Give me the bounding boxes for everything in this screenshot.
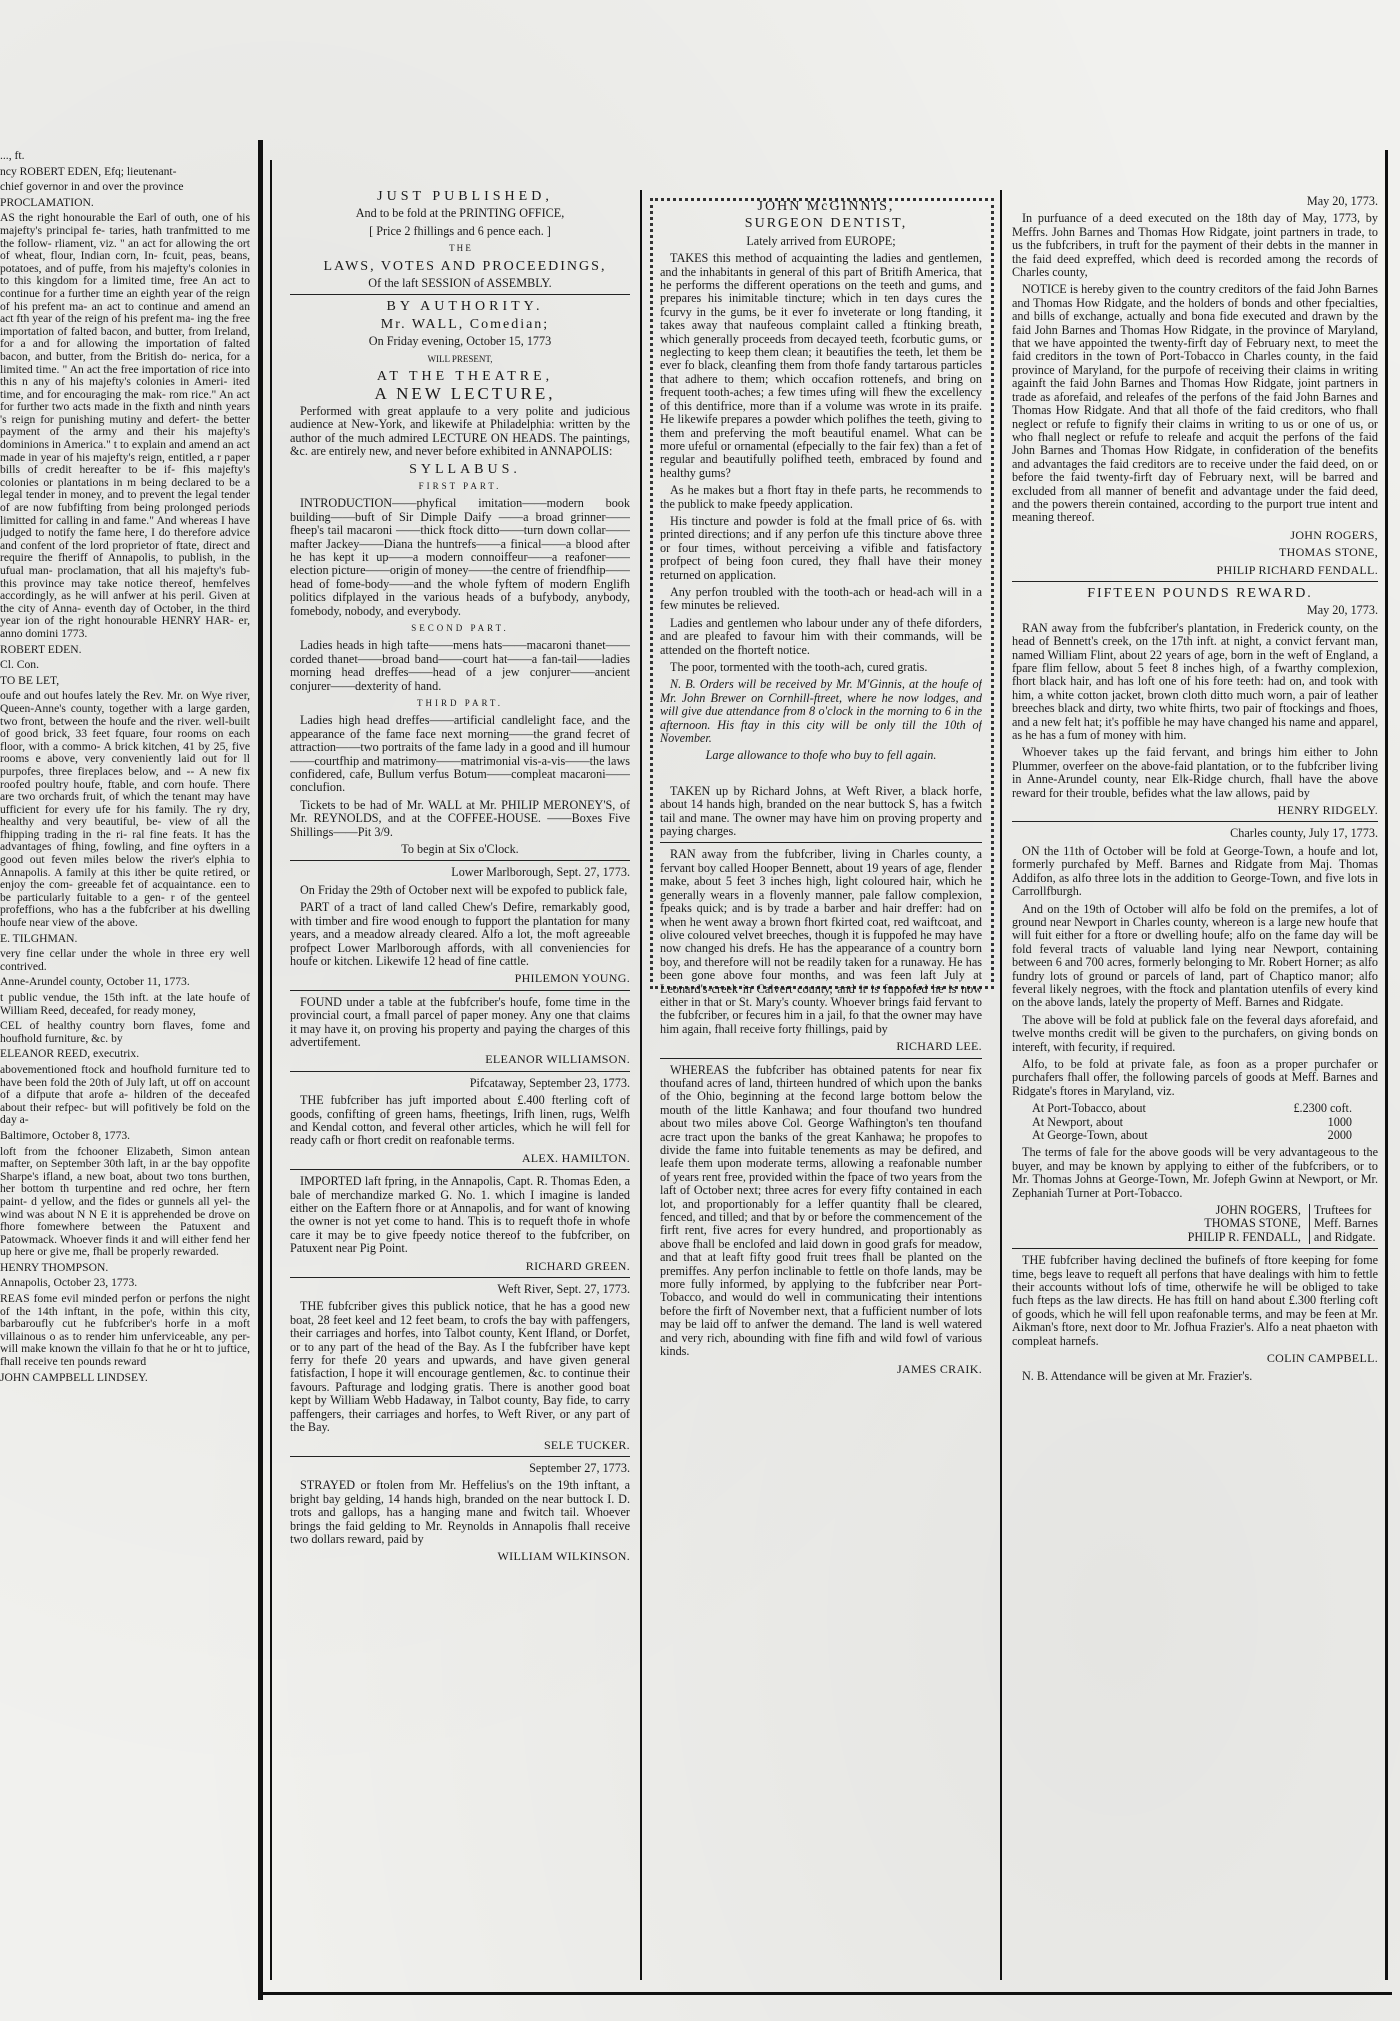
left-column-text [0, 150, 250, 1384]
left-column-line: HENRY THOMPSON. [0, 1260, 109, 1274]
signature-william-wilkinson: WILLIAM WILKINSON. [497, 1549, 630, 1564]
signature-alex-hamilton: ALEX. HAMILTON. [521, 1150, 630, 1165]
left-column-line: ncy ROBERT EDEN, Efq; lieutenant- [0, 164, 177, 178]
whoever-notice: Whoever takes up the faid fervant, and brings him either to John Plummer, overfeer on the above-faid plantation, or to the fubfcriber living in Anne-Arundel county, near Elk-Ridge church, fhall have the above reward for their trouble, befides what the law allows, paid by [1012, 745, 1378, 800]
first-part-heading: FIRST PART. [418, 480, 502, 491]
border-rule-right [1385, 150, 1388, 1980]
goods-value: £.2300 coft. [1293, 1101, 1352, 1116]
left-column-line: CEL of healthy country born flaves, fome and houfhold furniture, &c. by [0, 1019, 250, 1045]
creditors-notice: NOTICE is hereby given to the country creditors of the faid John Barnes and Thomas How Ridgate, and the holders of bonds and other fpecialties, and bills of exchange, actually and bona fide executed and drawn by the faid John Barnes and Thomas How Ridgate, in the province of Maryland, that we have appointed the twenty-firft day of February next, to meet the faid creditors in the town of Port-Tobacco in Charles county, in the faid province of Maryland, for the purpofe of receiving their claims in writing againft the faid John Barnes and Thomas How Ridgate, joint partners in trade as aforefaid, and releafes of the perfons of the faid John Barnes and Thomas How Ridgate. And that all thofe of the faid creditors, who fhall neglect or refufe to fignify their claims in writing to us or one of us, or who fhall neglect or refufe to releafe and acquit the perfons of the faid John Barnes and Thomas How Ridgate, in confideration of the benefits and advantages the faid creditors are to receive under the faid deed, on or before the faid twenty-firft day of February next, will be barred and excluded from all manner of benefit and advantage under the faid deed, and the powers therein contained, according to the purport true intent and meaning thereof. [1012, 282, 1378, 525]
ohio-lands-notice: WHEREAS the fubfcriber has obtained patents for near fix thoufand acres of land, thirteen hundred of which upon the banks of the Ohio, beginning at the fecond large bottom below the mouth of the little Kanhawa; and four thoufand two hundred about two miles above Col. George Wafhington's ten thoufand acre tract upon the banks of the great Kanhawa; he propofes to divide the fame into fuitable tenements as may be defired, and leafe them upon moderate terms, allowing a reafonable number of years rent free, provided within the fpace of two years from the laft of October next; three acres for every fifty contained in each lot, and proportionably for a leffer quantity fhall be cleared, fenced, and tilled; and that by or before the commencement of the firft rent, five acres for every hundred, and proportionably as above fhall be enclofed and laid down in good grafs for meadow, and that at leaft fifty good fruit trees fhall be planted on the premiffes. Any perfon inclinable to fettle on thofe lands, may be more fully informed, by applying to the fubfcriber near Port-Tobacco, and would do well in communicating their intentions before the firft of November next, that a fufficient number of lots may be laid off to anfwer the demand. The land is well watered and very rich, abounding with fine fifh and wild fowl of various kinds. [660, 1062, 982, 1359]
may20-dateline-2: May 20, 1773. [1306, 603, 1378, 618]
divider [290, 1169, 630, 1170]
left-column-line: abovementioned ftock and houfhold furniture ted to have been fold the 20th of July laft, ut off on account of a difpute that arofe a- hildren of the deceafed about their refpec- but will pofitively be fold on the day a- [0, 1062, 250, 1127]
third-part-heading: THIRD PART. [417, 698, 503, 708]
divider [1012, 821, 1378, 822]
goods-place: At Newport, about [1032, 1114, 1124, 1129]
divider [290, 860, 630, 861]
dentist-allowance: Large allowance to thofe who buy to fell again. [705, 748, 937, 763]
may20-dateline: May 20, 1773. [1306, 195, 1378, 208]
just-published-heading: JUST PUBLISHED, [377, 190, 553, 204]
signature-john-rogers: JOHN ROGERS, [1290, 527, 1378, 542]
left-column-line: ..., ft. [0, 150, 25, 162]
goods-table [1032, 1102, 1352, 1142]
column-rule-2 [1000, 190, 1002, 1980]
dentist-arrived: Lately arrived from EUROPE; [746, 233, 896, 248]
left-column-line: Anne-Arundel county, October 11, 1773. [0, 975, 190, 989]
deed-notice: In purfuance of a deed executed on the 18th day of May, 1773, by Meffrs. John Barnes and Thomas How Ridgate, joint partners in trade, to us the fubfcribers, in truft for the payment of their debts in the manner in the faid deed expreffed, which deed is recorded among the records of Charles county, [1012, 211, 1378, 280]
trustees-block [1012, 1204, 1378, 1244]
dentist-body-5: Ladies and gentlemen who labour under any of thefe diforders, and are pleafed to favour him with their commands, will be attended on the fhorteft notice. [660, 615, 982, 657]
goods-value: 1000 [1327, 1114, 1352, 1129]
trustee-note: Truftees for [1313, 1203, 1372, 1218]
lecture-heading: A NEW LECTURE, [374, 384, 556, 404]
boat-notice: THE fubfcriber gives this publick notice, that he has a good new boat, 28 feet keel and 12 feet beam, to crofs the bay with paffengers, their carriages and horfes, into Talbot county, Kent Ifland, or Dorfet, or to any part of the head of the Bay. As I the fubfcriber have kept ferry for thefe 20 years and upwards, and have given general fatisfaction, I hope it will encourage gentlemen, &c. to continue their favours. Pafturage and lodging gratis. There is another good boat kept by William Webb Hadaway, in Talbot county, Bay fide, to carry paffengers, their carriages and horfes, to Weft River, or any part of the Bay. [290, 1299, 630, 1435]
divider [290, 1071, 630, 1072]
border-rule-left [270, 160, 272, 1980]
signature-philip-fendall: PHILIP RICHARD FENDALL. [1216, 562, 1378, 577]
gutter-rule-left [258, 140, 263, 2000]
newport-sale: And on the 19th of October will alfo be fold on the premifes, a lot of ground near Newport in Charles county, whereon is a large new houfe that will fuit either for a ftore or dwelling houfe; alfo on the fame day will be fold feveral tracts of valuable land lying near Newport, containing between 6 and 700 acres, formerly belonging to Mr. Robert Horner; as alfo fundry lots of ground or parcels of land, part of Chaptico manor; alfo feveral likely negroes, with the ftock and plantation utenfils of every kind on the above lands, lately the property of Meff. Barnes and Ridgate. [1012, 901, 1378, 1010]
left-column-line: Baltimore, October 8, 1773. [0, 1128, 131, 1142]
theatre-heading: AT THE THEATRE, [376, 369, 554, 385]
georgetown-sale: ON the 11th of October will be fold at George-Town, a houfe and lot, formerly purchafed by Meff. Barnes and Ridgate from Maj. Thomas Addifon, as alfo three lots in the addition to George-Town, and five lots in Carrollfburgh. [1012, 843, 1378, 899]
left-column-line: chief governor in and over the province [0, 180, 184, 194]
laws-heading: LAWS, VOTES AND PROCEEDINGS, [323, 258, 607, 274]
signature-james-craik: JAMES CRAIK. [897, 1361, 982, 1376]
west-river-dateline: Weft River, Sept. 27, 1773. [497, 1282, 630, 1297]
private-sale: Alfo, to be fold at private fale, as foon as a proper purchafer or purchafers fhall offer, the following parcels of goods at Meff. Barnes and Ridgate's ftores in Maryland, viz. [1012, 1056, 1378, 1098]
found-notice: FOUND under a table at the fubfcriber's houfe, fome time in the provincial court, a fmall parcel of paper money. Any one that claims it may have it, on proving his property and paying the charges of this advertifement. [290, 994, 630, 1049]
column-rule-1 [640, 190, 642, 1980]
column-1 [290, 190, 630, 1990]
sold-at-line: And to be fold at the PRINTING OFFICE, [355, 206, 565, 221]
wall-heading: Mr. WALL, Comedian; [380, 316, 550, 332]
terms-notice: The terms of fale for the above goods will be very advantageous to the buyer, and may be known by applying to either of the fubfcribers, or to Mr. Thomas Johns at George-Town, Mr. Jofeph Gwinn at Newport, or Mr. Zephaniah Turner at Port-Tobacco. [1012, 1145, 1378, 1200]
second-part-heading: SECOND PART. [411, 622, 509, 633]
left-column-line: t public vendue, the 15th inft. at the late houfe of William Reed, deceafed, for ready money, [0, 991, 250, 1017]
dentist-body-2: As he makes but a fhort ftay in thefe parts, he recommends to the publick to make fpeedy application. [660, 483, 982, 511]
friday-line: On Friday evening, October 15, 1773 [368, 334, 552, 349]
goods-row [1032, 1102, 1352, 1115]
the-line: T H E [449, 243, 471, 254]
third-part-body: Ladies high head dreffes——artificial candlelight face, and the appearance of the fame face next morning——the grand fecret of attraction——two portraits of the fame lady in a good and ill humour——courtfhip and matrimony——matrimonial vis-a-vis——the laws confidered, cafe, Bullum verfus Botum——compleat macaroni——conclufion. [290, 713, 630, 795]
goods-place: At George-Town, about [1032, 1128, 1148, 1142]
will-present-line: WILL PRESENT, [427, 353, 493, 364]
imported-notice: THE fubfcriber has juft imported about £.400 fterling coft of goods, confifting of green hams, fheetings, Irifh linen, rugs, Welfh and Kendal cotton, and feveral other articles, which he will fell for ready cafh or fhort credit on reafonable terms. [290, 1093, 630, 1148]
second-part-body: Ladies heads in high tafte——mens hats——macaroni thanet——corded thanet——broad band——court hat——a fan-tail——ladies morning head dreffes——head of a jew conjurer——ancient conjurer——dexterity of hand. [290, 638, 630, 693]
store-keeping-notice: THE fubfcriber having declined the bufinefs of ftore keeping for fome time, begs leave to requeft all perfons that have dealings with him to fettle their accounts without lofs of time, otherwife he will be obliged to take fuch fteps as the law directs. He has ftill on hand about £.300 fterling coft of goods, which he will fell upon reafonable terms, and may be feen at Mr. Aikman's ftore, next door to Mr. Jofhua Frazier's. Alfo a neat phaeton with compleat harnefs. [1012, 1253, 1378, 1348]
left-column [0, 150, 250, 1980]
divider [290, 1456, 630, 1457]
taken-up-notice: TAKEN up by Richard Johns, at Weft River, a black horfe, about 14 hands high, branded on the near buttock S, has a fwitch tail and mane. The owner may have him on proving property and paying charges. [660, 783, 982, 839]
goods-row [1032, 1116, 1352, 1129]
goods-row [1032, 1129, 1352, 1142]
dentist-nb: N. B. Orders will be received by Mr. M'Ginnis, at the houfe of Mr. John Brewer on Cornhill-ftreet, where he now lodges, and will give due attendance from 8 o'clock in the morning to 6 in the afternoon. His ftay in this city will be only till the 10th of November. [660, 677, 982, 746]
authority-heading: BY AUTHORITY. [386, 299, 544, 315]
goods-place: At Port-Tobacco, about [1032, 1101, 1146, 1116]
dentist-body-3: His tincture and powder is fold at the fmall price of 6s. with printed directions; and if any perfon ufe this tincture above three or four times, without perceiving a vifible and fatisfactory profpect of being foon cured, they fhall have their money returned on application. [660, 513, 982, 582]
left-column-line: ELEANOR REED, executrix. [0, 1047, 140, 1061]
signature-sele-tucker: SELE TUCKER. [543, 1437, 630, 1452]
left-column-line: Cl. Con. [0, 658, 39, 672]
left-column-line: REAS fome evil minded perfon or perfons the night of the 14th inftant, in the pofe, within this city, barbaroufly cut he fubfcriber's horfe in a moft villainous o as to render him unferviceable, any per- will make known the villain fo that he or ht to juftice, fhall receive ten pounds reward [0, 1292, 250, 1369]
dentist-title: SURGEON DENTIST, [744, 216, 908, 232]
left-column-line: ROBERT EDEN. [0, 642, 82, 656]
imported-bale-notice: IMPORTED laft fpring, in the Annapolis, Capt. R. Thomas Eden, a bale of merchandize marked G. No. 1. which I imagine is landed either on the Eaftern fhore or at Annapolis, and for want of knowing the owner is not yet come to hand. This is to requeft thofe in whofe care it may be to give fpeedy notice thereof to the fubfcriber, on Patuxent near Pig Point. [290, 1174, 630, 1256]
sept27-dateline: September 27, 1773. [529, 1460, 630, 1475]
syllabus-heading: SYLLABUS. [409, 461, 521, 477]
dentist-body-6: The poor, tormented with the tooth-ach, cured gratis. [670, 660, 928, 674]
column-2 [660, 200, 982, 1990]
runaway-boy-notice: RAN away from the fubfcriber, living in Charles county, a fervant boy called Hooper Bennett, about 19 years of age, flender make, about 5 feet 3 inches high, light coloured hair, which he generally wears in a flovenly manner, pale fallow complexion, fpeaks quick; and is by trade a barber and hair dreffer: had on when he went away a brown fhort fkirted coat, red waiftcoat, and olive coloured velvet breeches, though it is fuppofed he may have now changed his drefs. He has the appearance of a country born boy, and therefore will not be readily taken for a runaway. He has been gone above four months, and was feen laft July at Leonard's-creek in Calvert county, and it is fuppofed he is now either in that or St. Mary's county. Whoever brings faid fervant to the fubfcriber, or fecures him in a jail, fo that the owner may have him again, fhall receive forty fhillings, paid by [660, 847, 982, 1036]
dentist-body-4: Any perfon troubled with the tooth-ach or head-ach will in a few minutes be relieved. [660, 584, 982, 613]
trustee-name: PHILIP R. FENDALL, [1187, 1229, 1301, 1244]
lecture-body: Performed with great applaufe to a very polite and judicious audience at New-York, and likewife at Philadelphia: written by the author of the much admired LECTURE ON HEADS. The paintings, &c. are entirely new, and never before exhibited in ANNAPOLIS: [290, 403, 630, 459]
dentist-name: JOHN McGINNIS, [757, 200, 895, 214]
sale-intro: On Friday the 29th of October next will be expofed to publick fale, [300, 882, 628, 897]
left-column-line: JOHN CAMPBELL LINDSEY. [0, 1370, 148, 1384]
goods-value: 2000 [1327, 1128, 1352, 1142]
left-column-line: AS the right honourable the Earl of outh, one of his majefty's principal fe- taries, hath tranfmitted to me the follow- rliament, viz. " an act for allowing the ort of wheat, flour, Indian corn, In- fcuit, peas, beans, potatoes, and of puffe, from his majefty's colonies in to this kingdom for a limited time, free An act to continue for a further time an eighth year of the reign of his prefent ma- an act to continue and amend an act fth year of the reign of his prefent ma- ing the free importation of falted bacon, and butter, from Ireland, for a and for allowing the importation of falted bacon, and butter, from the British do- nerica, for a limited time. " An act the free importation of rice into this n any of his majefty's colonies in Ameri- ited time, and for encouraging the mak- rom rice." An act for further two acts made in the fixth and ninth years 's reign for punishing mutiny and defert- the better payment of the army and their his majefty's dominions in America." t to explain and amend an act made in year of his majefty's reign, entitled, a r paper bills of credit hereafter to be if- fhis majefty's colonies or plantations in m being declared to be a legal tender in money, and to prevent the legal tender of are now fubfifting from being prolonged periods limitted for calling in and fame." And whereas I have judged to notify the fame here, I do therefore advice and confent of the lord proprietor of ftate, direct and require the fheriff of Annapolis, to publish, in the ufual man- proclamation, that all his majefty's fub- this province may take notice thereof, hemfelves accordingly, as he will anfwer at his peril. Given at the city of Anna- eventh day of October, in the third year ion of the right honourable HENRY HAR- er, anno domini 1773. [0, 211, 250, 640]
divider [290, 294, 630, 295]
left-column-line: PROCLAMATION. [0, 195, 94, 209]
left-column-line: oufe and out houfes lately the Rev. Mr. on Wye river, Queen-Anne's county, together with a large garden, two front, between the houfe and the river. well-built of good brick, 33 feet fquare, four rooms on each floor, with a commo- A brick kitchen, 41 by 25, five rooms e above, very conveniently laid out for ll purpofes, three fireplaces below, and -- A new fix roofed poultry houfe, ftable, and corn houfe. There are two orchards fruit, of which the tenant may have ufficient for every ufe for his family. The ry dry, healthy and very beautiful, be- view of all the fhipping trading in the ri- ral fine feats. It has the advantages of fhing, fowling, and fine oyfters in a good out feven miles below the river's elphia to Annapolis. A family at this ither be quite retired, or enjoy the com- greeable fet of acquaintance. een to be particularly fuitable to a gen- r of the genteel profeffions, who has a the fubfcriber at his dwelling houfe near view of the above. [0, 689, 250, 930]
signature-philemon-young: PHILEMON YOUNG. [514, 971, 630, 986]
divider [1012, 1248, 1378, 1249]
trustee-name: JOHN ROGERS, [1215, 1203, 1301, 1218]
reward-heading: FIFTEEN POUNDS REWARD. [1087, 585, 1313, 601]
dentist-body-1: TAKES this method of acquainting the ladies and gentlemen, and the inhabitants in general of this part of Britifh America, that he performs the different operations on the teeth and gums, and prepares his inimitable tincture; which in ten days cures the fcurvy in the gums, be it ever fo inveterate or long ftanding, it takes away that naufeous complaint called a ftinking breath, which generally proceeds from decayed teeth, fcorbutic gums, or neglecting to keep them clean; it beautifies the teeth, let them be ever fo black, cleanfing them from thofe fandy tartarous particles that adhere to them; which occafion rottenefs, and bring on frequent tooth-aches; a few times ufing will fhew the excellency of this dentifrice, more than if a volume was wrote in its praife. He likewife prepares a powder which polifhes the teeth, giving to them and preferving the moft beautiful enamel. What can be more ufeful or ornamental (efpecially to the fair fex) than a fet of regular and beautifully polifhed teeth, embraced by found and healthy gums? [660, 251, 982, 480]
runaway-servant-notice: RAN away from the fubfcriber's plantation, in Frederick county, on the head of Bennett's creek, on the 17th inft. at night, a convict fervant man, named William Flint, about 22 years of age, born in the weft of England, a fpare flim fellow, about 5 feet 8 inches high, of a fwarthy complexion, fhort black hair, and has loft one of his fore teeth: had on, and took with him, a white cotton jacket, brown cloth ditto much worn, a pair of leather breeches black and dirty, two white fhirts, two pair of ftockings and fhoes, and a new felt hat; it's poffible he may have changed his name and apparel, as he has a fum of money with him. [1012, 620, 1378, 743]
charles-county-dateline: Charles county, July 17, 1773. [1230, 826, 1378, 841]
bottom-rule [262, 1992, 1392, 1995]
begin-line: To begin at Six o'Clock. [401, 842, 519, 857]
signature-thomas-stone: THOMAS STONE, [1278, 545, 1378, 560]
signature-colin-campbell: COLIN CAMPBELL. [1266, 1351, 1378, 1366]
signature-richard-lee: RICHARD LEE. [896, 1039, 982, 1054]
signature-eleanor-williamson: ELEANOR WILLIAMSON. [485, 1052, 630, 1067]
strayed-notice: STRAYED or ftolen from Mr. Heffelius's on the 19th inftant, a bright bay gelding, 14 hands high, branded on the near buttock I. D. trots and gallops, has a hanging mane and fwitch tail. Whoever brings the faid gelding to Mr. Reynolds in Annapolis fhall receive two dollars reward, paid by [290, 1478, 630, 1546]
divider [290, 1277, 630, 1278]
column-3 [1012, 195, 1378, 1990]
signature-richard-green: RICHARD GREEN. [525, 1258, 630, 1273]
attendance-note: N. B. Attendance will be given at Mr. Frazier's. [1022, 1368, 1253, 1383]
left-column-line: Annapolis, October 23, 1773. [0, 1276, 138, 1290]
trustee-name: THOMAS STONE, [1204, 1216, 1301, 1231]
session-line: Of the laft SESSION of ASSEMBLY. [368, 276, 552, 291]
divider [660, 842, 982, 843]
trustee-note: Meff. Barnes [1313, 1216, 1378, 1231]
piscataway-dateline: Pifcataway, September 23, 1773. [469, 1075, 630, 1090]
price-line: [ Price 2 fhillings and 6 pence each. ] [369, 223, 551, 238]
divider [1012, 581, 1378, 582]
marlborough-dateline: Lower Marlborough, Sept. 27, 1773. [451, 865, 630, 880]
trustee-note: and Ridgate. [1313, 1229, 1376, 1244]
signature-henry-ridgely: HENRY RIDGELY. [1277, 803, 1378, 818]
left-column-line: loft from the fchooner Elizabeth, Simon antean mafter, on September 30th laft, in ar the bay oppofite Sharpe's ifland, a new boat, about two tons burthen, her bottom th turpentine and red ochre, her ftern paint- d yellow, and the fides or gunnels all yel- the wind was about N N E it is apprehended be drove on fhore fomewhere between the Patuxent and Patowmack. Whoever finds it and will either fend her up here or give me, fhall be properly rewarded. [0, 1144, 250, 1259]
divider [290, 990, 630, 991]
sale-body: PART of a tract of land called Chew's Defire, remarkably good, with timber and fire wood enough to fupport the plantation for many years, and a meadow already cleared. Alfo a lot, the moft agreeable profpect Lower Marlborough affords, with all conveniencies for houfe or kitchen. Likewife 12 head of fine cattle. [290, 900, 630, 968]
left-column-line: very fine cellar under the whole in three ery well contrived. [0, 947, 250, 973]
first-part-body: INTRODUCTION——phyfical imitation——modern book building——buft of Sir Dimple Daify ——a broad grinner——fheep's tail macaroni ——thick ftock ditto——turn down collar——mafter Jackey——Diana the huntrefs——a finical——a blood after he has kept it up——a modern connoiffeur——a reafoner——election picture——origin of money——the centre of friendfhip——head of fome-body——and the whole fyftem of modern Englifh politics difplayed in the various heads of a bufybody, anybody, fomebody, nobody, and everybody. [290, 496, 630, 618]
public-sale-terms: The above will be fold at publick fale on the feveral days aforefaid, and twelve months credit will be given to the purchafers, on giving bonds on intereft, with fecurity, if required. [1012, 1012, 1378, 1054]
left-column-line: E. TILGHMAN. [0, 931, 78, 945]
divider [660, 1058, 982, 1059]
tickets-line: Tickets to be had of Mr. WALL at Mr. PHILIP MERONEY'S, of Mr. REYNOLDS, and at the COFFEE-HOUSE. ——Boxes Five Shillings——Pit 3/9. [290, 797, 630, 839]
left-column-line: TO BE LET, [0, 673, 60, 687]
